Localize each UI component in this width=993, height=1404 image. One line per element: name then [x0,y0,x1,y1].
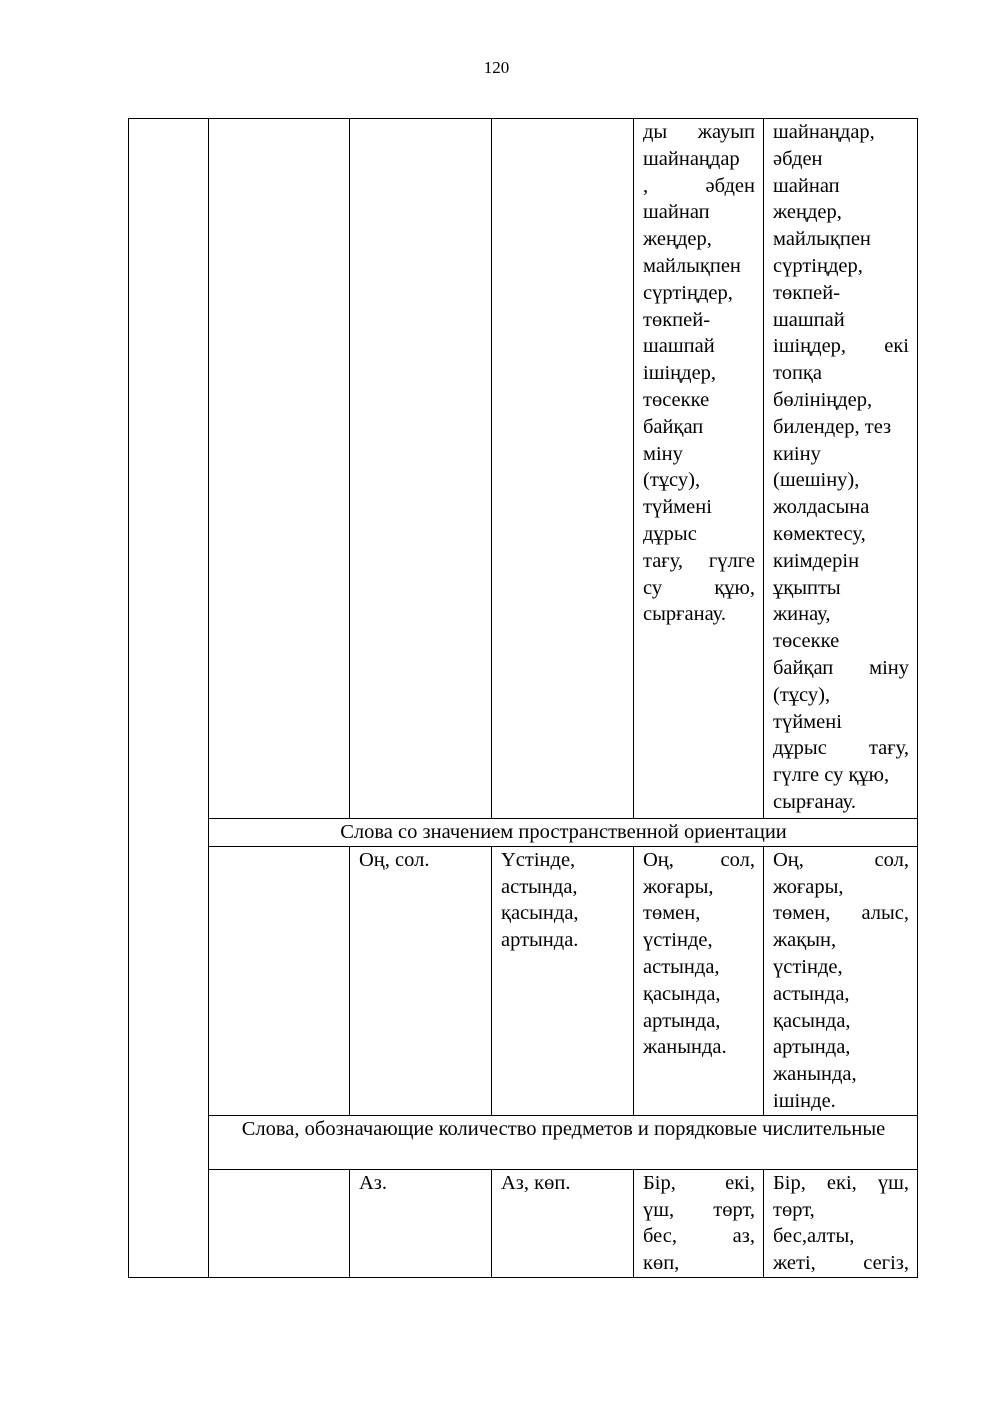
cell-text-line: шашпай [773,308,845,331]
table-row [129,119,918,819]
cell-text-line: гүлге су құю, [773,764,890,787]
cell-text-line: төрт, [773,1198,815,1221]
cell-text-line: сырғанау. [773,790,856,813]
table-cell-col5 [634,119,764,819]
cell-text-line: қасында, [773,1009,851,1032]
cell-text-line: ішіңдер, екі [773,335,909,358]
cell-text-line: астында, [773,982,850,1005]
table-cell-col2 [209,119,350,819]
cell-text-line: төсекке [643,388,710,411]
cell-text-line: жақын, [773,929,837,952]
cell-text-line: көп, [643,1252,680,1275]
cell-text-line: су құю, [643,576,755,599]
table-row [129,1169,918,1277]
cell-text-line: бес, аз, [643,1225,755,1248]
cell-text-line: қасында, [501,902,579,925]
cell-text-line: Оң, сол, [773,848,909,871]
cell-text-line: сүртіңдер, [643,281,733,304]
cell-text-line: топқа [773,362,822,385]
cell-text-line: шайнап [773,174,840,197]
cell-text-line: ішіңдер, [643,362,717,385]
cell-text-line: төмен, алыс, [773,902,909,925]
cell-text-line: төкпей- [773,281,841,304]
cell-text-line: жолдасына [773,496,870,519]
cell-text-line: байқап [643,415,704,438]
table-cell-col4 [492,846,634,1115]
cell-text-line: жеңдер, [773,201,842,224]
cell-text-line: көмектесу, [773,522,866,545]
cell-text-line: жанында, [773,1063,857,1086]
cell-text-line: шайнаңдар [643,147,740,170]
cell-text-line: төсекке [773,630,840,653]
cell-text-line: түймені [773,710,842,733]
cell-text-line: жоғары, [643,875,714,898]
cell-text-line: майлықпен [643,254,741,277]
cell-text-line: үстінде, [643,929,713,952]
cell-text-line: әбден [773,147,823,170]
cell-text-line: (тұсу), [773,683,831,706]
table-row [129,846,918,1115]
table-cell-col3 [350,1169,492,1277]
section-heading-quantity: Слова, обозначающие количество предметов и порядковые числительные [209,1115,918,1169]
cell-text-line: үш, төрт, [643,1198,755,1221]
cell-text-line: Аз, көп. [501,1171,571,1194]
cell-text-line: Аз. [359,1171,388,1194]
cell-text-line: сырғанау. [643,603,726,626]
cell-text-line: астында, [501,875,578,898]
cell-text-line: тағу, гүлге [643,549,755,572]
cell-text-line: жеті, сегіз, [773,1252,909,1275]
cell-text-line: билендер, тез [773,415,892,438]
cell-text-line: (шешіну), [773,469,860,492]
cell-text-line: Бір, екі, [643,1171,755,1194]
cell-text-line: ды жауып [643,121,755,143]
cell-text-line: киіну [773,442,821,465]
cell-text-line: жоғары, [773,875,844,898]
table-cell-col2 [209,1169,350,1277]
page-number: 120 [483,58,510,77]
table-cell-col4 [492,1169,634,1277]
cell-text-line: жеңдер, [643,228,712,251]
cell-text-line: сүртіңдер, [773,254,863,277]
cell-text-line: дұрыс [643,522,697,545]
table-cell-col3 [350,846,492,1115]
cell-text-line: түймені [643,496,712,519]
cell-text-line: шайнаңдар, [773,121,875,143]
cell-text-line: ішінде. [773,1089,836,1112]
cell-text-line: бөлініңдер, [773,388,873,411]
cell-text-line: шашпай [643,335,715,358]
section-row [129,1115,918,1169]
cell-text-line: ұқыпты [773,576,841,599]
cell-text-line: шайнап [643,201,710,224]
cell-text-line: жанында. [643,1036,727,1059]
section-heading-spatial: Слова со значением пространственной ориентации [209,819,918,847]
cell-text-line: артында, [643,1009,721,1032]
table-cell-col6 [764,846,918,1115]
cell-text-line: міну [643,442,683,465]
table-cell-col2 [209,846,350,1115]
table-cell-col3 [350,119,492,819]
cell-text-line: дұрыс тағу, [773,737,909,760]
cell-text-line: астында, [643,955,720,978]
cell-text-line: Бір, екі, үш, [773,1171,909,1194]
table-cell-col6 [764,1169,918,1277]
cell-text-line: , әбден [643,174,755,197]
cell-text-line: бес,алты, [773,1225,855,1248]
cell-text-line: артында, [773,1036,851,1059]
cell-text-line: майлықпен [773,228,871,251]
content-table [128,118,918,1278]
cell-text-line: төкпей- [643,308,711,331]
section-row [129,819,918,847]
cell-text-line: үстінде, [773,955,843,978]
cell-text-line: байқап міну [773,656,909,679]
table-cell-col4 [492,119,634,819]
cell-text-line: төмен, [643,902,701,925]
cell-text-line: қасында, [643,982,721,1005]
cell-text-line: (тұсу), [643,469,701,492]
cell-text-line: Оң, сол, [643,848,755,871]
cell-text-line: артында. [501,929,579,952]
table-cell-col1 [129,119,209,1278]
cell-text-line: киімдерін [773,549,860,572]
cell-text-line: Оң, сол. [359,848,430,871]
table-cell-col5 [634,846,764,1115]
table-cell-col5 [634,1169,764,1277]
cell-text-line: жинау, [773,603,831,626]
cell-text-line: Үстінде, [501,848,576,871]
table-cell-col6 [764,119,918,819]
